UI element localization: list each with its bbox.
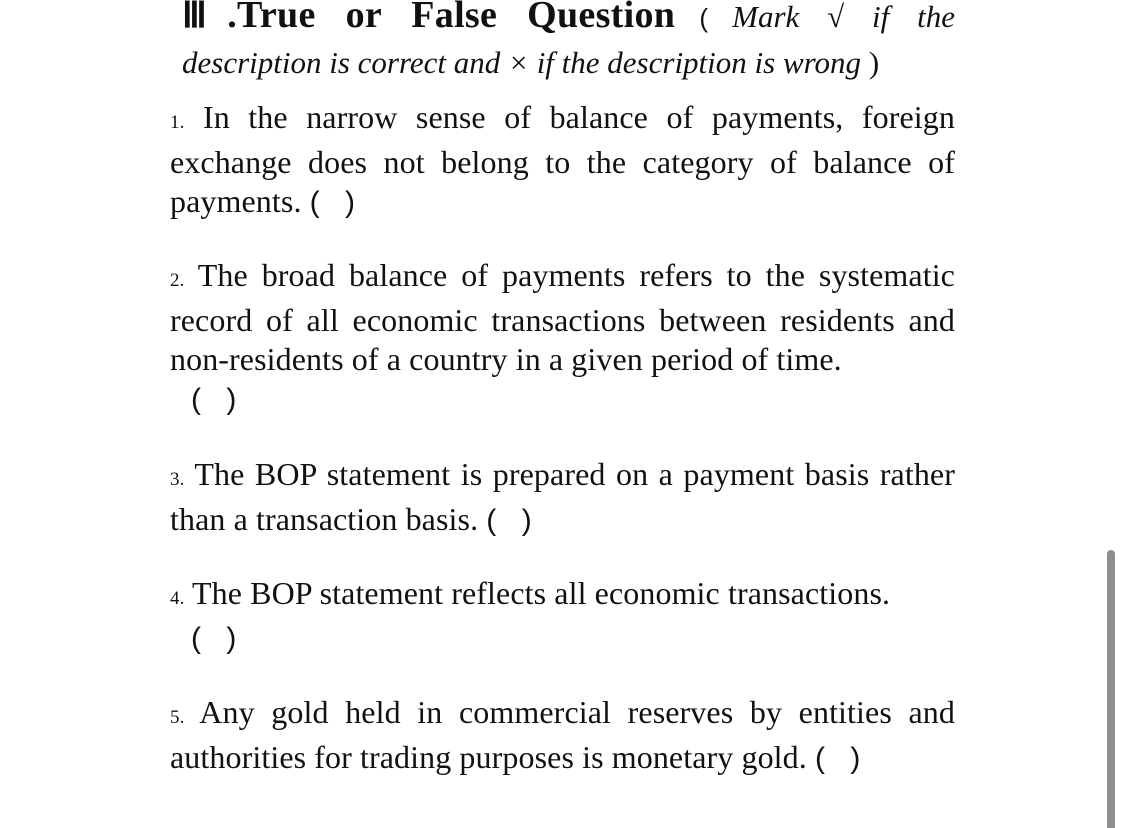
question-text: Any gold held in commercial reserves by entities and authorities for trading purposes is monetary gold.: [170, 694, 955, 775]
question-number: 1.: [170, 112, 185, 133]
answer-blank[interactable]: ( ): [814, 741, 861, 775]
instruction-open-paren: (: [699, 3, 708, 33]
question-text: The broad balance of payments refers to the systematic record of all economic transactions between residents and non-residents of a country in a given period of time.: [170, 257, 955, 377]
instruction-line-2-row: [182, 40, 955, 85]
question-5: [170, 693, 955, 778]
section-heading: [182, 0, 955, 45]
answer-blank[interactable]: ( ): [191, 382, 237, 416]
section-roman-numeral: Ⅲ: [182, 0, 228, 35]
answer-blank[interactable]: ( ): [486, 503, 532, 537]
question-number: 2.: [170, 270, 185, 291]
instruction-close-paren: ): [868, 45, 880, 80]
answer-blank[interactable]: ( ): [309, 186, 356, 219]
question-2: [170, 256, 955, 419]
question-text: The BOP statement reflects all economic transactions.: [191, 575, 891, 611]
question-number: 3.: [170, 469, 185, 490]
answer-blank[interactable]: ( ): [191, 621, 237, 655]
section-title: [182, 0, 675, 36]
section-title-text: .True or False Question: [227, 0, 676, 36]
question-text: The BOP statement is prepared on a payment basis rather than a transaction basis.: [170, 456, 955, 537]
question-text: In the narrow sense of balance of payments, foreign exchange does not belong to the category of balance of payments.: [170, 99, 955, 219]
question-number: 4.: [170, 588, 185, 609]
vertical-scrollbar-thumb[interactable]: [1107, 550, 1115, 828]
instruction-line-1: Mark √ if the: [732, 0, 955, 34]
question-4: [170, 574, 955, 658]
question-3: [170, 455, 955, 540]
question-1: [170, 98, 955, 223]
instruction-line-2: description is correct and × if the description is wrong: [182, 45, 862, 80]
question-number: 5.: [170, 707, 185, 728]
